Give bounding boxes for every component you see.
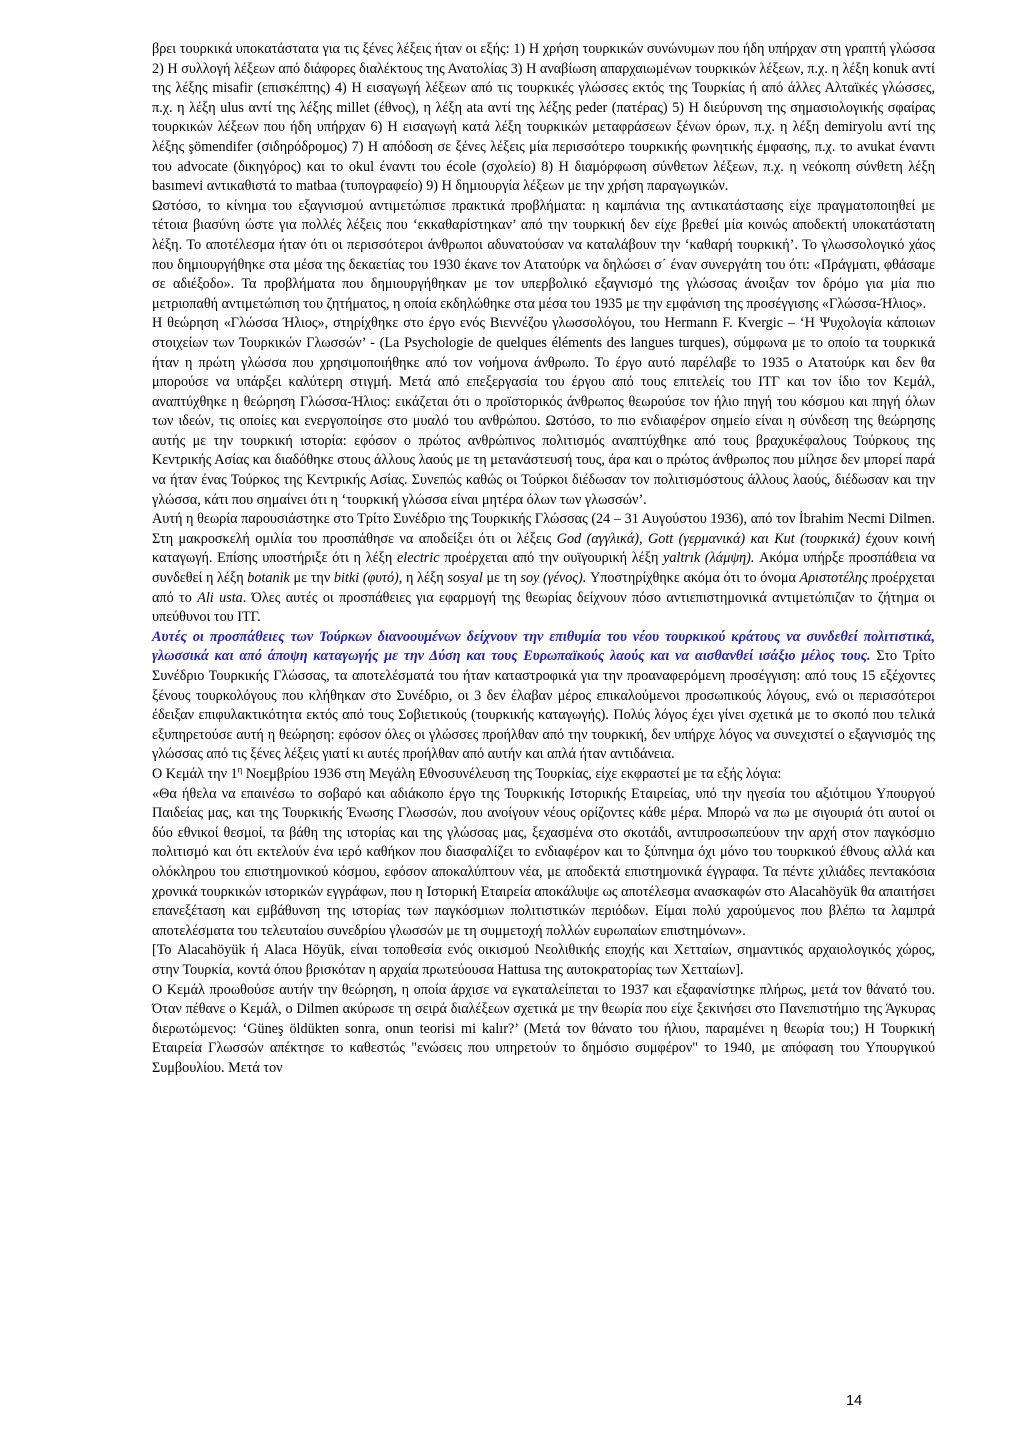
paragraph-word-replacement-methods: βρει τουρκικά υποκατάστατα για τις ξένες λέξεις ήταν οι εξής: 1) Η χρήση τουρκικών συνώνυμων που ήδη υπήρχαν στη γραπτή γλώσσα 2) Η συλλογή λέξεων από διάφορες διαλέκτους της Ανατολίας 3) Η αναβίωση απαρχαιωμένων τουρκικών λέξεων, π.χ. η λέξη konuk αντί της λέξης misafir (επισκέπτης) 4) Η εισαγωγή λέξεων από τις τουρκικές γλώσσες εκτός της Τουρκίας ή από άλλες Αλταϊκές γλώσσες, π.χ. η λέξη ulus αντί της λέξης millet (έθνος), η λέξη ata αντί της λέξης peder (πατέρας) 5) Η διεύρυνση της σημασιολογικής σφαίρας τουρκικών λέξεων που ήδη υπήρχαν 6) Η εισαγωγή κατά λέξη τουρκικών μεταφράσεων ξένων όρων, π.χ. η λέξη demiryolu αντί της λέξης şömendifer (σιδηρόδρομος) 7) Η απόδοση σε ξένες λέξεις μία περισσότερο τουρκικής φωνητικής έμφασης, π.χ. το avukat έναντι του advocate (δικηγόρος) και το okul έναντι του école (σχολείο) 8) Η διαμόρφωση σύνθετων λέξεων, π.χ. η νεόκοπη σύνθετη λέξη basımevi αντικαθιστά το matbaa (τυπογραφείο) 9) Η δημιουργία λέξεων με την χρήση παραγωγικών. bbox=[152, 41, 935, 195]
paragraph-western-connection bbox=[152, 628, 935, 765]
paragraph-sun-language-theory: Η θεώρηση «Γλώσσα Ήλιος», στηρίχθηκε στο έργο ενός Βιεννέζου γλωσσολόγου, του Hermann F. Kvergic – ‘Η Ψυχολογία κάποιων στοιχείων των Τουρκικών Γλωσσών’ - (La Psychologie de quelques éléments des langues turques), σύμφωνα με το οποίο τα τουρκικά ήταν η πρώτη γλώσσα που χρησιμοποιήθηκε από τον νοήμονα άνθρωπο. Το έργο αυτό παρέλαβε το 1935 ο Ατατούρκ και δεν θα μπορούσε να υπάρξει καλύτερη στιγμή. Μετά από επεξεργασία του έργου από τους επιτελείς του ΙΤΓ και τον ίδιο τον Κεμάλ, αναπτύχθηκε η θεώρηση Γλώσσα-Ήλιος: εικάζεται ότι ο προϊστορικός άνθρωπος θεωρούσε τον ήλιο πηγή του κόσμου και πηγή όλων των ιδεών, τις οποίες και ενεργοποίησε στο μυαλό του ανθρώπου. Ωστόσο, το πιο ενδιαφέρον σημείο είναι η σύνδεση της θεώρησης αυτής με την τουρκική ιστορία: εφόσον ο πρώτος ανθρώπινος πολιτισμός αναπτύχθηκε από τους βραχυκέφαλους Τούρκους της Κεντρικής Ασίας και διαδόθηκε στους άλλους λαούς με τη μετανάστευσή τους, άρα και ο πρώτος άνθρωπος που μίλησε δεν μπορεί παρά να ήταν ένας Τούρκος της Κεντρικής Ασίας. Συνεπώς καθώς οι Τούρκοι διέδωσαν τον πολιτισμόστους άλλους λαούς, διέδωσαν και την γλώσσα, κάτι που σημαίνει ότι η ‘τουρκική γλώσσα είναι μητέρα όλων των γλωσσών’. bbox=[152, 315, 935, 508]
text-span: . Όλες αυτές οι προσπάθειες για εφαρμογή της θεωρίας δείχνουν πόσο αντιεπιστημονικά αντιμετώπιζαν το ζήτημα οι υπεύθυνοι του ΙΤΓ. bbox=[152, 589, 935, 626]
ordinal-superscript: η bbox=[237, 764, 243, 775]
italic-span: bitki (φυτό), bbox=[333, 570, 403, 587]
italic-span: yaltrık (λάμψη). bbox=[663, 550, 755, 567]
page-number: 14 bbox=[846, 1393, 863, 1409]
italic-span: sosyal bbox=[447, 570, 483, 587]
text-span: Ο Κεμάλ την 1 bbox=[152, 765, 238, 782]
highlighted-lead-text: Αυτές οι προσπάθειες των Τούρκων διανοουμένων δείχνουν την επιθυμία του νέου τουρκικού κράτους να συνδεθεί πολιτιστικά, γλωσσικά και από άποψη καταγωγής με την Δύση και τους Ευρωπαϊκούς λαούς και να αισθανθεί ισάξιο μέλος τους. bbox=[152, 628, 935, 665]
text-span: προέρχεται από την ουϊγουρική λέξη bbox=[439, 550, 664, 567]
text-span: έχουν κοινή καταγωγή. Επίσης υποστήριξε ότι η λέξη bbox=[152, 530, 935, 567]
italic-span: electric bbox=[397, 550, 440, 567]
paragraph-kemal-quote: «Θα ήθελα να επαινέσω το σοβαρό και αδιάκοπο έργο της Τουρκικής Ιστορικής Εταιρείας, υπό την ηγεσία του αξιότιμου Υπουργού Παιδείας μας, και της Τουρκικής Ένωσης Γλωσσών, που ανοίγουν νέους ορίζοντες κάθε μέρα. Μπορώ να πω με σιγουριά ότι αυτοί οι δύο εθνικοί θεσμοί, τα βάθη της ιστορίας και της γλώσσας μας, ξεχασμένα στο σκοτάδι, αντιπροσωπεύουν την αρχή στον παγκόσμιο πολιτισμό και ότι εκτελούν ένα ιερό καθήκον που διασφαλίζει το ενδιαφέρον και το ξύπνημα όχι μόνο του τουρκικού έθνους αλλά και ολόκληρου του επιστημονικού κόσμου, εφόσον αποκαλύπτουν νέα, με αποδεκτά επιστημονικά έγγραφα. Τα πέντε χιλιάδες πεντακόσια χρονικά τουρκικών ιστορικών εγγράφων, που η Ιστορική Εταιρεία αποκάλυψε ως αποτέλεσμα ανασκαφών στο Alacahöyük θα απαιτήσει επανεξέταση και εμβάθυνση της ιστορίας των παγκόσμιων πολιτιστικών περιόδων. Είμαι πολύ χαρούμενος που βλέπω τα λαμπρά αποτελέσματα του τελευταίου συνεδρίου γλωσσών με τη συμμετοχή πολλών ευρωπαίων επιστημόνων». bbox=[152, 785, 935, 939]
paragraph-alacahoyuk-note: [Το Alacahöyük ή Alaca Höyük, είναι τοποθεσία ενός οικισμού Νεολιθικής εποχής και Χετταίων, σημαντικός αρχαιολογικός χώρος, στην Τουρκία, κοντά όπου βρισκόταν η αρχαία πρωτεύουσα Hattusa της αυτοκρατορίας των Χετταίων]. bbox=[152, 942, 935, 978]
document-page-body bbox=[152, 40, 935, 1078]
text-span: Στο Τρίτο Συνέδριο Τουρκικής Γλώσσας, τα αποτελέσματά του ήταν καταστροφικά για την προαναφερόμενη προσέγγιση: από τους 15 εξέχοντες ξένους τουρκολόγους που κλήθηκαν στο Συνέδριο, οι 3 δεν έλαβαν μέρος επικαλούμενοι προσωπικούς λόγους, ενώ οι περισσότεροι έδειξαν επιφυλακτικότητα εκτός από τους Σοβιετικούς (τουρκικής καταγωγής). Πολύς λόγος έχει γίνει σχετικά με το σκοπό που τελικά εξυπηρετούσε αυτή η θεώρηση: εφόσον όλες οι γλώσσες προήλθαν από την τουρκική, δεν υπήρχε λόγος να συνεχιστεί ο εξαγνισμός της γλώσσας από τις ξένες λέξεις γιατί κι αυτές προήλθαν από αυτήν και απλά ήταν αντιδάνεια. bbox=[152, 648, 935, 763]
italic-span: soy (γένος). bbox=[520, 570, 587, 587]
text-span: με τη bbox=[482, 570, 521, 587]
text-span: η λέξη bbox=[402, 570, 448, 587]
text-span: με την bbox=[289, 570, 334, 587]
text-span: Ακόμα υπήρξε προσπάθεια να συνδεθεί η λέξη bbox=[152, 550, 935, 587]
italic-span: botanik bbox=[247, 570, 290, 587]
paragraph-theory-abandonment: Ο Κεμάλ προωθούσε αυτήν την θεώρηση, η οποία άρχισε να εγκαταλείπεται το 1937 και εξαφανίστηκε πλήρως, μετά τον θάνατό του. Όταν πέθανε ο Κεμάλ, ο Dilmen ακύρωσε τη σειρά διαλέξεων σχετικά με την θεωρία που είχε ξεκινήσει στο Πανεπιστήμιο της Άγκυρας διερωτώμενος: ‘Güneş öldükten sonra, onun teorisi mi kalır?’ (Μετά τον θάνατο του ήλιου, παραμένει η θεωρία του;) Η Τουρκική Εταιρεία Γλωσσών απέκτησε το καθεστώς "ενώσεις που υπηρετούν το δημόσιο συμφέρον" το 1940, με απόφαση του Υπουργικού Συμβουλίου. Μετά τον bbox=[152, 981, 935, 1076]
text-span: Υποστηρίχθηκε ακόμα ότι το όνομα bbox=[586, 570, 800, 587]
text-span: προέρχεται από το bbox=[152, 570, 935, 606]
paragraph-purification-problems: Ωστόσο, το κίνημα του εξαγνισμού αντιμετώπισε πρακτικά προβλήματα: η καμπάνια της αντικατάστασης είχε πραγματοποιηθεί με τέτοια βιασύνη ώστε για πολλές λέξεις που ‘εκκαθαρίστηκαν’ από την τουρκική δεν είχε βρεθεί μία κοινώς αποδεκτή υποκατάστατη λέξη. Το αποτέλεσμα ήταν ότι οι περισσότεροι άνθρωποι αδυνατούσαν να καταλάβουν την ‘καθαρή τουρκική’. Το γλωσσολογικό χάος που δημιουργήθηκε στα μέσα της δεκαετίας του 1930 έκανε τον Ατατούρκ να δηλώσει σ΄ έναν συνεργάτη του ότι: «Πράγματι, φθάσαμε σε αδιέξοδο». Τα προβλήματα που δημιουργήθηκαν με τον υπερβολικό εξαγνισμό της γλώσσας άνοιξαν τον δρόμο για μία πιο μετριοπαθή αντιμετώπιση του ζητήματος, η οποία εκδηλώθηκε στα μέσα του 1935 με την εμφάνιση της προσέγγισης «Γλώσσα-Ήλιος». bbox=[152, 197, 935, 312]
text-span: Αυτή η θεωρία παρουσιάστηκε στο Τρίτο Συνέδριο της Τουρκικής Γλώσσας (24 – 31 Αυγούστου 1936), από τον İbrahim Necmi Dilmen. Στη μακροσκελή ομιλία του προσπάθησε να αποδείξει ότι οι λέξεις bbox=[152, 511, 935, 547]
paragraph-kemal-speech-intro bbox=[152, 765, 935, 785]
italic-span: Αριστοτέλης bbox=[799, 570, 868, 587]
italic-span: God (αγγλικά), Gott (γερμανικά) και Kut (τουρκικά) bbox=[556, 530, 861, 547]
italic-span: Ali usta bbox=[197, 589, 243, 606]
paragraph-third-congress-dilmen bbox=[152, 510, 935, 628]
text-span: Νοεμβρίου 1936 στη Μεγάλη Εθνοσυνέλευση της Τουρκίας, είχε εκφραστεί με τα εξής λόγια: bbox=[242, 765, 782, 782]
